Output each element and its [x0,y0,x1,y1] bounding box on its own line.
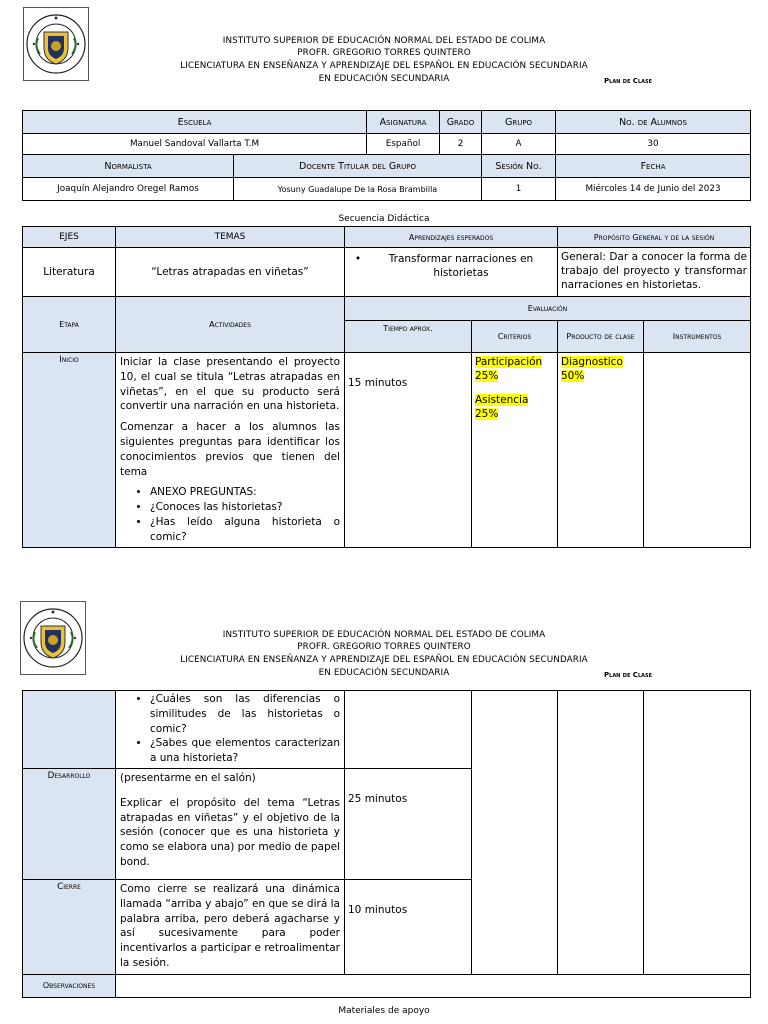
header-evaluacion: Evaluación [345,297,751,321]
inicio-instrumentos [644,353,751,548]
sesion-value: 1 [482,178,556,201]
inicio-paragraph-2: Comenzar a hacer a los alumnos las siguientes preguntas para identificar los conocimientos previos que tienen del tema [120,421,340,478]
header-docente: Docente Titular del Grupo [234,155,482,178]
criterios-empty [472,691,558,975]
inicio-activities-continued [116,691,345,769]
header-fecha: Fecha [556,155,751,178]
materiales-title: Materiales de apoyo [338,1006,430,1016]
criterio-participacion: Participación 25% [475,356,543,382]
header-line1: INSTITUTO SUPERIOR DE EDUCACIÓN NORMAL DEL ESTADO DE COLIMA [222,36,546,46]
header-alumnos: No. de Alumnos [556,111,751,134]
desarrollo-paragraph-2: Explicar el propósito del tema “Letras atrapadas en viñetas” y el objetivo de la sesión (conocer que es una historieta y como se elabora una) por medio de papel bond. [120,796,341,868]
header-line3: LICENCIATURA EN ENSEÑANZA Y APRENDIZAJE DEL ESPAÑOL EN EDUCACIÓN SECUNDARIA [180,61,588,71]
info-grid [22,110,751,201]
header-etapa: Etapa [23,297,116,353]
aprendizaje-cell [345,248,558,297]
inicio-producto [558,353,644,548]
observaciones-label: Observaciones [23,974,116,997]
observaciones-value [116,974,751,997]
header-actividades: Actividades [116,297,345,353]
header-escuela: Escuela [23,111,367,134]
tema-value: “Letras atrapadas en viñetas” [116,248,345,297]
header-ejes: EJES [23,227,116,248]
list-item: • ¿Conoces las historietas? [150,500,340,515]
desarrollo-tiempo: 25 minutos [345,768,472,879]
cierre-activities: Como cierre se realizará una dinámica llamada “arriba y abajo” en que se dirá la palabra arriba, pero deberá agacharse y así sucesivamente para poder incentivarlos a participar e retroalimentar la sesión. [116,879,345,974]
tiempo-empty [345,691,472,769]
fecha-value: Miércoles 14 de Junio del 2023 [556,178,751,201]
list-item: • ¿Has leído alguna historieta o comic? [150,515,340,545]
list-item: • ¿Cuáles son las diferencias o similitudes de las historietas o comic? [150,692,340,736]
stage-desarrollo: Desarrollo [23,768,116,879]
stage-inicio: Inicio [23,353,116,548]
list-item: • ¿Sabes que elementos caracterizan a una historieta? [150,736,340,766]
list-item: • ANEXO PREGUNTAS: [150,485,340,500]
activities-table [22,296,751,548]
header-normalista: Normalista [23,155,234,178]
inicio-activities [116,353,345,548]
desarrollo-paragraph-1: (presentarme en el salón) [120,771,256,784]
inicio-question-list [120,485,340,544]
bullet-icon: • [354,253,362,265]
producto-empty [558,691,644,975]
normalista-value: Joaquín Alejandro Oregel Ramos [23,178,234,201]
header-tiempo: Tiempo aprox. [345,321,472,353]
header-line4: EN EDUCACIÓN SECUNDARIA [318,668,450,678]
header-temas: TEMAS [116,227,345,248]
header-line1: INSTITUTO SUPERIOR DE EDUCACIÓN NORMAL DEL ESTADO DE COLIMA [222,630,546,640]
header-proposito: Propósito General y de la sesión [558,227,751,248]
header-instrumentos: Instrumentos [644,321,751,353]
inicio-question-list-2 [120,692,340,766]
stage-inicio-continued [23,691,116,769]
grado-value: 2 [440,134,482,155]
header-producto: Producto de clase [558,321,644,353]
inicio-criterios [472,353,558,548]
activities-table-continued [22,690,751,998]
secuencia-table [22,226,751,297]
cierre-tiempo: 10 minutos [345,879,472,974]
criterio-asistencia: Asistencia 25% [475,394,529,420]
secuencia-title: Secuencia Didáctica [338,214,430,224]
header-criterios: Criterios [472,321,558,353]
inicio-tiempo: 15 minutos [345,353,472,548]
header-line4: EN EDUCACIÓN SECUNDARIA [318,74,450,84]
escuela-value: Manuel Sandoval Vallarta T.M [23,134,367,155]
proposito-value: General: Dar a conocer la forma de trabajo del proyecto y transformar narraciones en historietas. [558,248,751,297]
header-line2: PROFR. GREGORIO TORRES QUINTERO [297,48,471,58]
header-sesion: Sesión No. [482,155,556,178]
asignatura-value: Español [367,134,440,155]
eje-value: Literatura [23,248,116,297]
header-grado: Grado [440,111,482,134]
header-grupo: Grupo [482,111,556,134]
producto-diagnostico: Diagnostico 50% [561,356,623,382]
desarrollo-activities [116,768,345,879]
header-line2: PROFR. GREGORIO TORRES QUINTERO [297,642,471,652]
plan-label: Plan de Clase [604,671,653,679]
instrumentos-empty [644,691,751,975]
header-aprendizajes: Aprendizajes esperados [345,227,558,248]
stage-cierre: Cierre [23,879,116,974]
inicio-paragraph-1: Iniciar la clase presentando el proyecto 10, el cual se titula “Letras atrapadas en viñetas”, en el que su producto será convertir una narración en una historieta. [120,356,340,413]
docente-value: Yosuny Guadalupe De la Rosa Brambilla [234,178,482,201]
alumnos-value: 30 [556,134,751,155]
header-line3: LICENCIATURA EN ENSEÑANZA Y APRENDIZAJE DEL ESPAÑOL EN EDUCACIÓN SECUNDARIA [180,655,588,665]
plan-label: Plan de Clase [604,77,653,85]
header-asignatura: Asignatura [367,111,440,134]
grupo-value: A [482,134,556,155]
aprendizaje-value: Transformar narraciones en historietas [388,253,534,279]
